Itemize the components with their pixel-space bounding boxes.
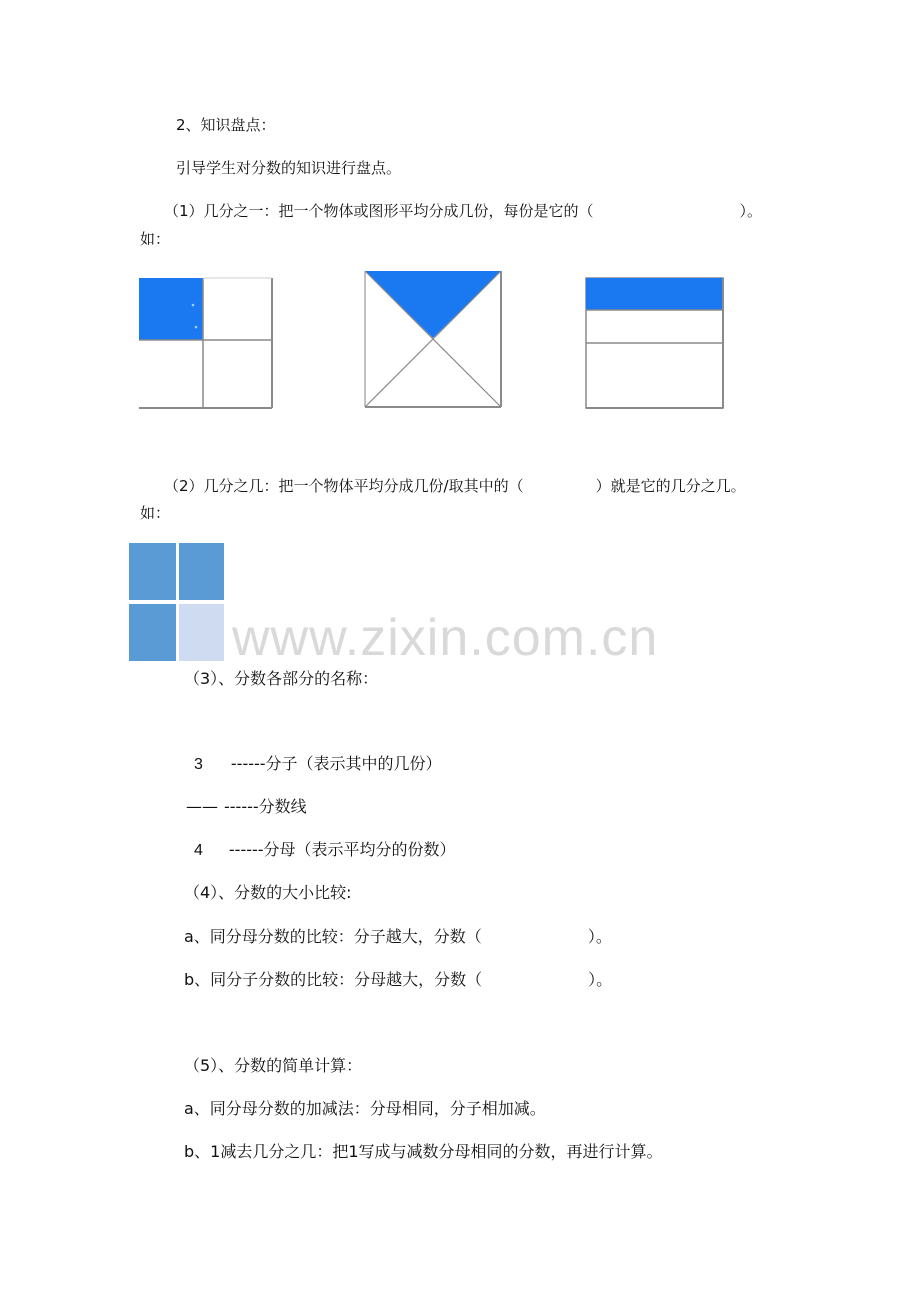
item2-text-after: ）就是它的几分之几。 (595, 477, 746, 495)
numerator-row (194, 756, 442, 773)
grid-cell-bottom-left (129, 604, 176, 661)
numerator-value: 3 (194, 756, 203, 773)
item2-line (164, 479, 746, 494)
denominator-value: 4 (194, 842, 203, 859)
fraction-line-row (186, 799, 307, 815)
item4-a-before: a、同分母分数的比较：分子越大，分数（ (184, 927, 482, 946)
numerator-label: ------分子（表示其中的几份） (230, 754, 442, 773)
fraction-line-label: ------分数线 (224, 797, 307, 816)
item1-example-label: 如： (140, 230, 171, 248)
denominator-row (194, 842, 456, 859)
item5-heading: （5）、分数的简单计算： (184, 1056, 363, 1075)
item3-heading: （3）、分数各部分的名称： (184, 669, 379, 688)
shaded-quarter (139, 278, 203, 340)
item2-text-before: （2）几分之几：把一个物体平均分成几份/取其中的（ (164, 477, 524, 495)
item4-a-after: ）。 (587, 927, 612, 946)
item1-text-before: （1）几分之一：把一个物体或图形平均分成几份，每份是它的（ (164, 202, 594, 220)
item4-heading: （4）、分数的大小比较: (184, 883, 352, 902)
grid-cell-top-left (129, 543, 176, 600)
item2-example-label: 如： (140, 504, 171, 522)
item4-b-after: ）。 (588, 970, 613, 989)
shaded-triangle (365, 271, 501, 338)
item1-text-after: ）。 (739, 202, 763, 220)
item5-a-text: a、同分母分数的加减法：分母相同，分子相加减。 (184, 1099, 546, 1118)
fraction-line-mark: —— (186, 797, 218, 816)
item4-b-line (184, 972, 612, 988)
shaded-strip (586, 278, 723, 310)
item5-b-text: b、1减去几分之几：把1写成与减数分母相同的分数，再进行计算。 (184, 1142, 663, 1161)
watermark: www.zixin.com.cn (232, 609, 659, 667)
intro-text: 引导学生对分数的知识进行盘点。 (176, 159, 402, 177)
grid-cell-top-right (179, 543, 224, 600)
denominator-label: ------分母（表示平均分的份数） (228, 840, 456, 859)
item4-a-line (184, 929, 612, 945)
figure-square-quarters (138, 277, 274, 410)
figure-rect-strips (585, 277, 725, 410)
grid-cell-bottom-right (179, 604, 224, 661)
section-title: 2、知识盘点： (176, 116, 276, 134)
figure-square-diagonals (364, 270, 504, 410)
item1-line (164, 204, 762, 219)
item4-b-before: b、同分子分数的比较：分母越大，分数（ (184, 970, 483, 989)
figure-grid-three-quarters (129, 543, 224, 661)
